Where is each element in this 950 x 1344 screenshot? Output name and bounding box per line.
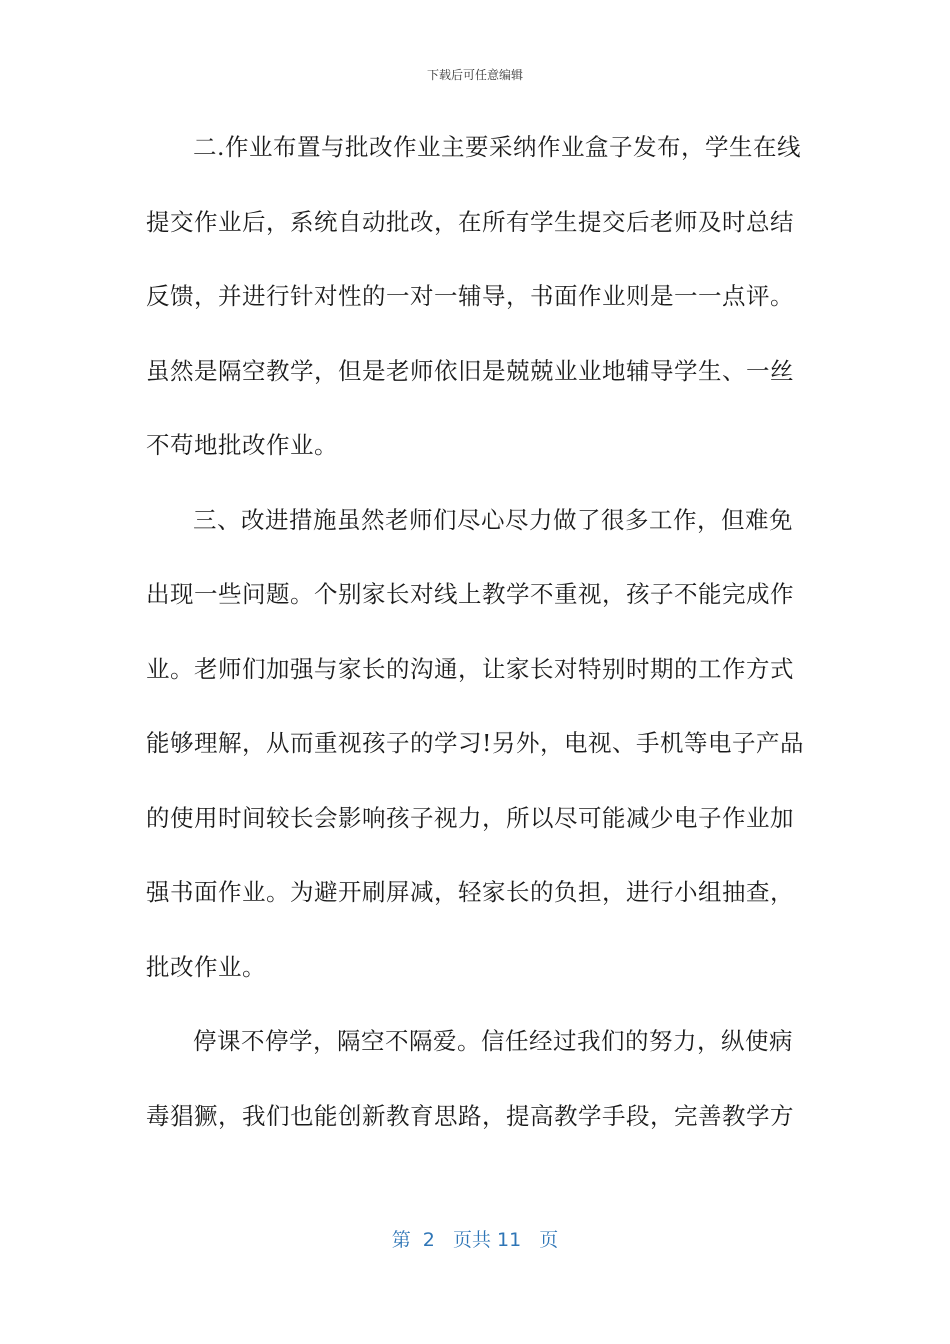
paragraph-improvements: 三、改进措施虽然老师们尽心尽力做了很多工作，但难免出现一些问题。个别家长对线上教学不重视，孩子不能完成作业。老师们加强与家长的沟通，让家长对特别时期的工作方式能够理解，从而重视孩子的学习!另外，电视、手机等电子产品的使用时间较长会影响孩子视力，所以尽可能减少电子作业加强书面作业。为避开刷屏减，轻家长的负担，进行小组抽查，批改作业。 — [146, 505, 804, 981]
page-header: 下载后可任意编辑 — [426, 68, 523, 82]
document-body — [146, 110, 806, 1153]
paragraph-conclusion: 停课不停学，隔空不隔爱。信任经过我们的努力，纵使病毒猖獗，我们也能创新教育思路，提高教学手段，完善教学方 — [146, 1027, 794, 1130]
paragraph-homework: 二.作业布置与批改作业主要采纳作业盒子发布，学生在线提交作业后，系统自动批改，在所有学生提交后老师及时总结反馈，并进行针对性的一对一辅导，书面作业则是一一点评。虽然是隔空教学，但是老师依旧是兢兢业业地辅导学生、一丝不苟地批改作业。 — [146, 133, 801, 459]
page-number-footer: 第 2 页共 11 页 — [391, 1229, 559, 1251]
